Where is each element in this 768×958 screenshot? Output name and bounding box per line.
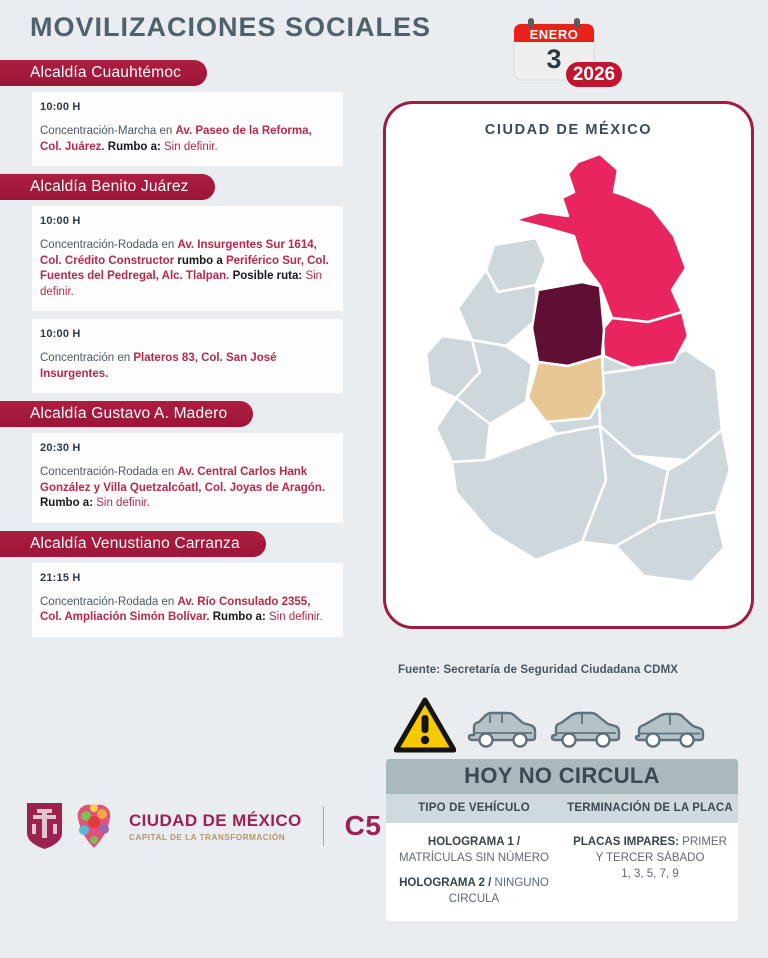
event-card: [32, 433, 343, 523]
event-conn: en: [156, 125, 176, 137]
event-description: [40, 351, 333, 382]
event-conn: en: [114, 352, 134, 364]
event-card: [32, 319, 343, 393]
hnc-plate-cell: [562, 823, 738, 907]
event-card: [32, 206, 343, 311]
hnc-column-headers: [386, 794, 738, 823]
borough-header: Alcaldía Cuauhtémoc: [0, 60, 207, 86]
event-conn: en: [158, 239, 178, 251]
event-description: [40, 124, 333, 155]
event-label: Posible ruta:: [232, 270, 303, 282]
hnc-vehicle-bold: HOLOGRAMA 1 /: [427, 836, 521, 848]
hnc-icon-row: [378, 697, 746, 759]
borough-header: Alcaldía Venustiano Carranza: [0, 531, 266, 557]
mobilizations-list: [0, 60, 360, 645]
calendar-widget: [508, 14, 624, 90]
event-type: Concentración: [40, 352, 115, 364]
event-label: Rumbo a:: [40, 497, 94, 509]
hnc-plate-rest: PRIMER Y TERCER SÁBADO: [595, 836, 727, 864]
event-label: Rumbo a:: [107, 140, 161, 153]
calendar-icon: [508, 14, 624, 90]
borough-group-venustiano-carranza: [0, 531, 360, 563]
hnc-col1-header: TIPO DE VEHÍCULO: [418, 802, 530, 814]
hoy-no-circula-section: [378, 697, 746, 905]
brand-divider: [323, 806, 324, 846]
brand-text: [129, 811, 302, 842]
hnc-plate-numbers: 1, 3, 5, 7, 9: [621, 868, 679, 880]
event-value: Sin definir.: [164, 140, 218, 153]
hnc-col2-header: TERMINACIÓN DE LA PLACA: [567, 802, 733, 814]
page-title: MOVILIZACIONES SOCIALES: [30, 12, 432, 42]
map-region-benito-juarez: [528, 356, 604, 422]
event-location: Av. Insurgentes Sur 1614, Col. Crédito Constructor: [40, 239, 317, 267]
cdmx-shield-icon: [26, 802, 63, 850]
event-label: Rumbo a:: [212, 611, 266, 623]
event-conn: en: [158, 466, 178, 478]
hnc-vehicle-rest: MATRÍCULAS SIN NÚMERO: [399, 852, 549, 864]
event-label-secondary: rumbo a: [177, 254, 223, 267]
event-type: Concentración-Marcha: [40, 125, 157, 137]
vehicle-suv-icon: [466, 711, 538, 749]
map-panel: [383, 101, 754, 629]
hnc-title: HOY NO CIRCULA: [386, 759, 738, 794]
hnc-vehicle-row: [392, 875, 556, 907]
vehicle-hatchback-icon: [550, 711, 622, 749]
hnc-vehicle-cell: [386, 823, 562, 907]
event-card: [32, 92, 343, 166]
calendar-day: 3: [546, 44, 562, 74]
event-description: [40, 595, 333, 626]
footer-branding: [26, 800, 381, 852]
brand-line-1: CIUDAD DE MÉXICO: [129, 810, 302, 830]
event-time: 10:00 H: [40, 328, 81, 340]
cdmx-heart-logo-icon: [72, 800, 116, 852]
event-location: Av. Central Carlos Hank González y Villa Quetzalcóatl, Col. Joyas de Aragón.: [40, 466, 326, 494]
warning-triangle-icon: [394, 697, 456, 753]
event-type: Concentración-Rodada: [40, 595, 159, 608]
hnc-vehicle-rest: NINGUNO CIRCULA: [448, 877, 549, 905]
borough-group-cuauhtemoc: [0, 60, 360, 92]
event-type: Concentración-Rodada: [40, 466, 159, 478]
event-card: [32, 563, 343, 637]
map-region-cuauhtemoc: [532, 282, 604, 366]
event-value: Sin definir.: [96, 497, 150, 509]
map-title: CIUDAD DE MÉXICO: [484, 122, 653, 138]
hnc-body: [386, 823, 738, 921]
event-type: Concentración-Rodada: [40, 239, 159, 251]
cdmx-map: [386, 140, 754, 620]
vehicle-sedan-icon: [634, 711, 706, 749]
event-description: [40, 465, 333, 512]
hnc-plate-bold: PLACAS IMPARES:: [573, 836, 679, 848]
event-location: Av. Río Consulado 2355, Col. Ampliación Simón Bolívar.: [40, 595, 311, 623]
source-line: Fuente: Secretaría de Seguridad Ciudadana CDMX: [398, 664, 679, 676]
event-time: 20:30 H: [40, 442, 81, 454]
hoy-no-circula-table: [386, 759, 738, 921]
event-time: 21:15 H: [40, 571, 81, 584]
hnc-vehicle-bold: HOLOGRAMA 2 /: [399, 877, 492, 889]
event-time: 10:00 H: [40, 101, 81, 113]
calendar-year: 2026: [572, 64, 616, 85]
borough-header: Alcaldía Benito Juárez: [0, 174, 215, 200]
event-location: Plateros 83, Col. San José Insurgentes.: [40, 352, 277, 380]
event-conn: en: [158, 595, 178, 608]
borough-group-benito-juarez: [0, 174, 360, 206]
borough-header: Alcaldía Gustavo A. Madero: [0, 401, 253, 427]
hnc-plate-row: [568, 834, 732, 866]
event-description: [40, 238, 333, 300]
event-value: Sin definir.: [268, 611, 323, 623]
calendar-month: ENERO: [529, 27, 579, 42]
event-time: 10:00 H: [40, 215, 81, 227]
event-value: Sin definir.: [40, 270, 323, 298]
unit-label: C5: [344, 810, 382, 841]
brand-line-2: CAPITAL DE LA TRANSFORMACIÓN: [129, 832, 286, 842]
borough-group-gustavo-a-madero: [0, 401, 360, 433]
hnc-vehicle-row: [392, 834, 556, 866]
event-location-secondary: Periférico Sur, Col. Fuentes del Pedregal, Alc. Tlalpan.: [40, 254, 329, 282]
event-location: Av. Paseo de la Reforma, Col. Juárez.: [40, 125, 312, 153]
